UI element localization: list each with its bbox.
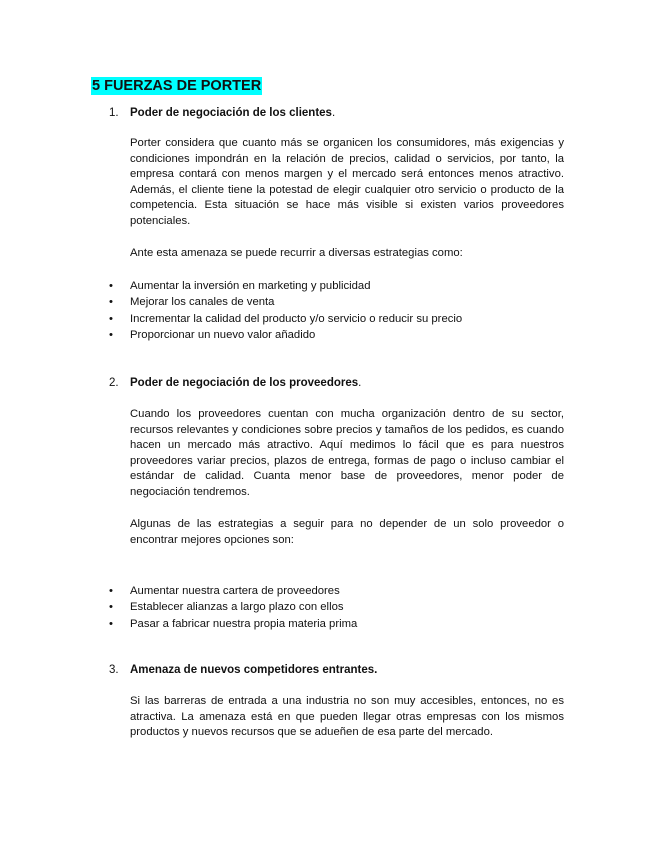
list-item xyxy=(109,616,357,632)
list-item-text: Proporcionar un nuevo valor añadido xyxy=(130,328,316,341)
bullet-icon: • xyxy=(109,280,113,292)
bullet-icon: • xyxy=(109,585,113,597)
list-item xyxy=(109,294,462,310)
list-item-text: Incrementar la calidad del producto y/o servicio o reducir su precio xyxy=(130,312,463,325)
list-item xyxy=(109,599,357,615)
bullet-list xyxy=(109,583,357,632)
list-item-text: Aumentar la inversión en marketing y publicidad xyxy=(130,280,371,292)
section-heading-period: . xyxy=(331,107,336,119)
bullet-icon: • xyxy=(109,617,113,630)
section-heading-text: Poder de negociación de los proveedores xyxy=(130,377,359,389)
section-paragraph: Ante esta amenaza se puede recurrir a diversas estrategias como: xyxy=(130,247,463,259)
bullet-list xyxy=(109,278,462,343)
section-paragraph: Si las barreras de entrada a una industria no son muy accesibles, entonces, no es atractiva. La amenaza está en que pueden llegar otras empresas con los mismos productos y nuevos recursos que se adueñen de esa parte del mercado. xyxy=(130,695,564,739)
list-item xyxy=(109,327,462,343)
list-item xyxy=(109,583,357,599)
section-heading xyxy=(130,663,377,677)
bullet-icon: • xyxy=(109,312,113,325)
section-number: 3. xyxy=(109,664,119,676)
list-item-text: Mejorar los canales de venta xyxy=(130,296,275,309)
section-paragraph: Porter considera que cuanto más se organicen los consumidores, más exigencias y condiciones impondrán en la relación de precios, calidad o servicios, por tanto, la empresa contará con menos margen y el mercado será entonces menos atractivo. Además, el cliente tiene la potestad de elegir cualquier otro servicio o producto de la competencia. Esta situación se hace más visible si existen varios proveedores potenciales. xyxy=(130,137,564,227)
section-heading-period: . xyxy=(358,377,362,389)
section-heading xyxy=(130,106,335,120)
list-item-text: Aumentar nuestra cartera de proveedores xyxy=(130,585,340,597)
list-item xyxy=(109,311,462,327)
section-number: 1. xyxy=(109,107,119,119)
list-item-text: Pasar a fabricar nuestra propia materia prima xyxy=(130,617,358,630)
section-paragraph: Algunas de las estrategias a seguir para no depender de un solo proveedor o encontrar mejores opciones son: xyxy=(130,518,564,546)
section-heading xyxy=(130,376,361,390)
section-heading-text: Poder de negociación de los clientes xyxy=(130,107,332,119)
bullet-icon: • xyxy=(109,328,113,341)
section-heading-text: Amenaza de nuevos competidores entrantes. xyxy=(130,664,378,676)
list-item-text: Establecer alianzas a largo plazo con ellos xyxy=(130,601,344,614)
section-paragraph: Cuando los proveedores cuentan con mucha organización dentro de su sector, recursos relevantes y condiciones sobre precios y tamaños de los pedidos, es cuando hacen un mercado más atractivo. Aquí medimos lo fácil que es para nuestros proveedores variar precios, plazos de entrega, formas de pago o incluso cambiar el estándar de calidad. Cuanta menor base de proveedores, menor poder de negociación tendremos. xyxy=(130,408,564,498)
list-item xyxy=(109,278,462,294)
bullet-icon: • xyxy=(109,601,113,614)
document-title: 5 FUERZAS DE PORTER xyxy=(92,78,262,94)
section-number: 2. xyxy=(109,377,119,389)
bullet-icon: • xyxy=(109,296,113,309)
